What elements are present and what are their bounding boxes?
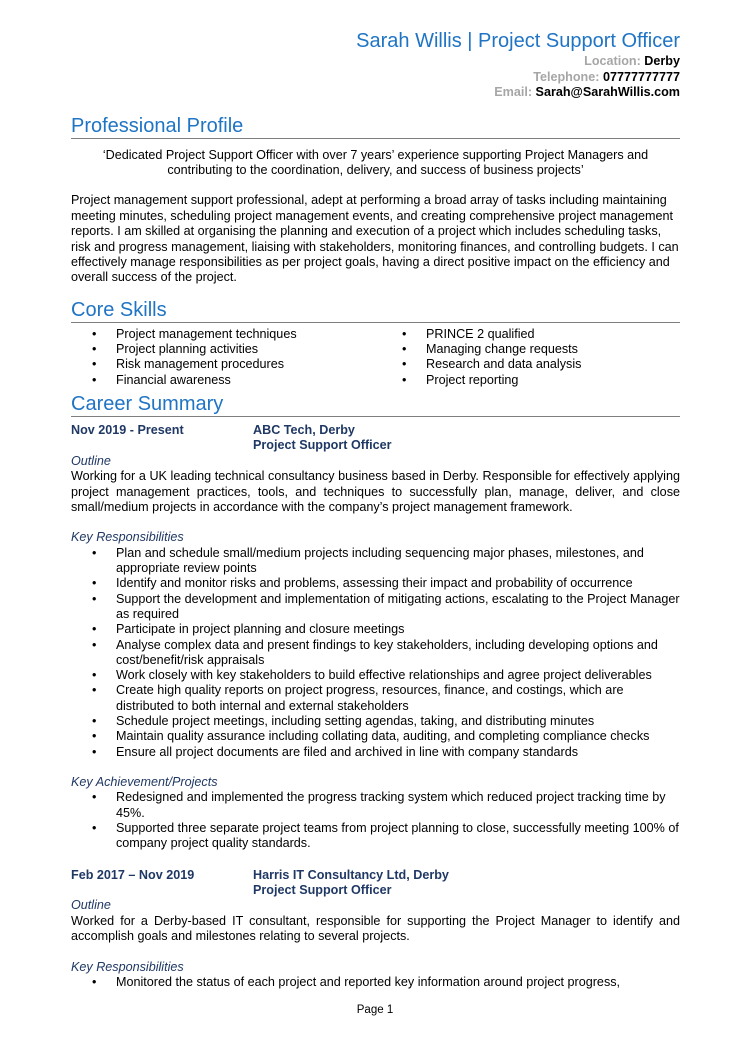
- job-role: Project Support Officer: [253, 882, 392, 897]
- outline-label: Outline: [71, 898, 111, 913]
- list-item: • Supported three separate project teams from project planning to close, successfully meeting 100% of company project quality standards.: [71, 821, 680, 852]
- list-item: • Plan and schedule small/medium projects including sequencing major phases, milestones, and appropriate review points: [71, 546, 680, 577]
- list-item: • Work closely with key stakeholders to build effective relationships and agree project deliverables: [71, 668, 680, 683]
- skill-item: • PRINCE 2 qualified: [381, 327, 680, 342]
- list-item: • Redesigned and implemented the progress tracking system which reduced project tracking time by 45%.: [71, 790, 680, 821]
- list-item: • Monitored the status of each project and reported key information around project progress,: [71, 975, 680, 990]
- list-item: • Participate in project planning and closure meetings: [71, 622, 680, 637]
- list-item: • Analyse complex data and present findings to key stakeholders, including developing options and cost/benefit/risk appraisals: [71, 638, 680, 669]
- skill-item: • Managing change requests: [381, 342, 680, 357]
- location-value: Derby: [644, 54, 680, 68]
- job-outline: Worked for a Derby-based IT consultant, responsible for supporting the Project Manager to identify and accomplish goals and milestones relating to several projects.: [71, 913, 680, 944]
- job-company: ABC Tech, Derby: [253, 422, 355, 437]
- job-dates: Feb 2017 – Nov 2019: [71, 867, 195, 882]
- skill-item: • Project planning activities: [71, 342, 381, 357]
- responsibilities-label: Key Responsibilities: [71, 530, 184, 545]
- email-line: [71, 85, 680, 101]
- email-value: Sarah@SarahWillis.com: [535, 85, 680, 99]
- job-role: Project Support Officer: [253, 438, 392, 453]
- page-number: Page 1: [356, 1004, 394, 1016]
- career-heading: Career Summary: [71, 392, 680, 417]
- list-item: • Support the development and implementation of mitigating actions, escalating to the Project Manager as required: [71, 592, 680, 623]
- job-dates: Nov 2019 - Present: [71, 422, 184, 437]
- skill-item: • Project reporting: [381, 373, 680, 388]
- skills-heading: Core Skills: [71, 298, 680, 323]
- profile-quote: ‘Dedicated Project Support Officer with over 7 years’ experience supporting Project Managers and contributing to the coordination, delivery, and success of business projects’: [102, 147, 649, 177]
- list-item: • Ensure all project documents are filed and archived in line with company standards: [71, 745, 680, 760]
- email-label: Email:: [494, 85, 533, 99]
- job-outline: Working for a UK leading technical consultancy business based in Derby. Responsible for effectively applying project management practices, tools, and techniques to successfully plan, manage, deliver, and close small/medium projects in accordance with the company’s project management framework.: [71, 469, 680, 514]
- outline-label: Outline: [71, 453, 111, 468]
- telephone-line: [71, 70, 680, 86]
- job-company-role: [253, 423, 392, 454]
- list-item: • Create high quality reports on project progress, resources, finance, and costings, which are distributed to both internal and external stakeholders: [71, 683, 680, 714]
- responsibilities-list: [71, 975, 680, 990]
- location-label: Location:: [584, 54, 641, 68]
- responsibilities-list: [71, 546, 680, 760]
- list-item: • Identify and monitor risks and problems, assessing their impact and probability of occurrence: [71, 576, 680, 591]
- achievements-label: Key Achievement/Projects: [71, 774, 218, 789]
- skill-item: • Risk management procedures: [71, 357, 381, 372]
- job-entry: [71, 423, 680, 852]
- skill-item: • Project management techniques: [71, 327, 381, 342]
- job-header: [71, 868, 680, 899]
- telephone-label: Telephone:: [533, 69, 600, 84]
- list-item: • Schedule project meetings, including setting agendas, taking, and distributing minutes: [71, 714, 680, 729]
- skill-item: • Financial awareness: [71, 373, 381, 388]
- profile-body: Project management support professional, adept at performing a broad array of tasks including maintaining meeting minutes, scheduling project management events, and creating comprehensive project management reports. I am skilled at organising the planning and execution of a project which includes scheduling tasks, risk and progress management, liaising with stakeholders, monitoring finances, and controlling budgets. I can effectively manage responsibilities as per project goals, having a direct positive impact on the efficiency and overall success of the project.: [71, 193, 679, 285]
- achievements-list: [71, 790, 680, 851]
- job-header: [71, 423, 680, 454]
- responsibilities-label: Key Responsibilities: [71, 959, 184, 974]
- skill-item: • Research and data analysis: [381, 357, 680, 372]
- skills-list: [71, 327, 680, 388]
- telephone-value: 07777777777: [602, 69, 680, 84]
- skills-column-2: [381, 327, 680, 388]
- job-company-role: [253, 868, 449, 899]
- list-item: • Maintain quality assurance including collating data, auditing, and completing compliance checks: [71, 729, 680, 744]
- name-title: Sarah Willis | Project Support Officer: [356, 30, 680, 52]
- job-entry: [71, 868, 680, 991]
- skills-column-1: [71, 327, 381, 388]
- cv-page: [71, 0, 680, 990]
- profile-heading: Professional Profile: [71, 114, 680, 139]
- location-line: [71, 54, 680, 70]
- job-company: Harris IT Consultancy Ltd, Derby: [253, 867, 449, 882]
- cv-header: [71, 0, 680, 101]
